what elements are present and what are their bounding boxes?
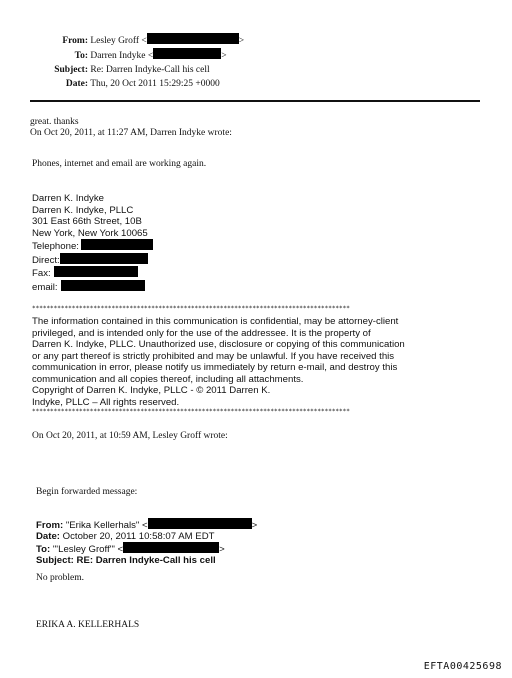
- redaction-box: [81, 239, 153, 250]
- fwd-subject-label: Subject:: [36, 555, 74, 566]
- subject-label: Subject:: [54, 65, 88, 75]
- header-divider: [30, 100, 480, 102]
- to-label: To:: [74, 51, 88, 61]
- reply-block: [30, 117, 232, 139]
- date-value: Thu, 20 Oct 2011 15:29:25 +0000: [90, 79, 220, 89]
- signature-address1: 301 East 66th Street, 10B: [32, 216, 142, 227]
- redaction-box: [54, 266, 138, 277]
- quoted-attribution: On Oct 20, 2011, at 10:59 AM, Lesley Groff wrote:: [32, 431, 228, 441]
- forwarded-header: [36, 518, 257, 566]
- telephone-label: Telephone:: [32, 241, 79, 252]
- fwd-to-close: >: [219, 544, 225, 555]
- email-header: [30, 33, 244, 91]
- from-value: Lesley Groff <: [90, 36, 147, 46]
- direct-label: Direct:: [32, 254, 60, 266]
- disclaimer-stars-bottom: ****************************************************************************************: [32, 408, 350, 415]
- disclaimer-line: or any part thereof is strictly prohibited and may be unlawful. If you have received this: [32, 350, 395, 362]
- forwarded-body: No problem.: [36, 573, 85, 583]
- forwarded-begin: Begin forwarded message:: [36, 487, 138, 497]
- forwarded-signature: ERIKA A. KELLERHALS: [36, 620, 140, 630]
- to-close: >: [221, 51, 227, 61]
- redaction-box: [148, 518, 252, 529]
- reply-attribution: On Oct 20, 2011, at 11:27 AM, Darren Indyke wrote:: [30, 128, 232, 138]
- signature-block: [32, 193, 153, 293]
- redaction-box: [147, 33, 239, 44]
- disclaimer-line: communication in error, please notify us immediately by return e-mail, and destroy this: [32, 362, 398, 373]
- email-label: email:: [32, 281, 58, 293]
- fax-label: Fax:: [32, 268, 51, 279]
- bates-number: EFTA00425698: [423, 661, 502, 672]
- disclaimer-line: Indyke, PLLC – All rights reserved.: [32, 396, 180, 408]
- disclaimer-line: The information contained in this communication is confidential, may be attorney-client: [32, 316, 399, 327]
- fwd-from-value: "Erika Kellerhals" <: [65, 520, 148, 531]
- redaction-box: [153, 48, 221, 59]
- redaction-box: [61, 280, 145, 291]
- fwd-from-label: From:: [36, 520, 64, 531]
- disclaimer-stars-top: ****************************************************************************************: [32, 305, 350, 312]
- redaction-box: [60, 253, 148, 264]
- fwd-date-label: Date:: [36, 531, 60, 542]
- disclaimer-line: privileged, and is intended only for the use of the addressee. It is the property of: [32, 327, 371, 339]
- disclaimer-text: [32, 316, 405, 408]
- disclaimer-line: communication and all copies thereof, including all attachments.: [32, 373, 304, 385]
- signature-name: Darren K. Indyke: [32, 193, 104, 204]
- signature-address2: New York, New York 10065: [32, 227, 148, 239]
- fwd-to-label: To:: [36, 544, 51, 555]
- from-label: From:: [62, 36, 88, 46]
- fwd-to-value: "'Lesley Groff'" <: [52, 544, 124, 555]
- fwd-from-close: >: [251, 520, 258, 531]
- disclaimer-line: Copyright of Darren K. Indyke, PLLC - © 2011 Darren K.: [32, 385, 271, 396]
- signature-firm: Darren K. Indyke, PLLC: [32, 204, 134, 216]
- fwd-date-value: October 20, 2011 10:58:07 AM EDT: [62, 531, 215, 542]
- to-value: Darren Indyke <: [90, 51, 154, 61]
- message-text: Phones, internet and email are working again.: [32, 159, 207, 169]
- redaction-box: [123, 542, 219, 553]
- disclaimer-line: Darren K. Indyke, PLLC. Unauthorized use, disclosure or copying of this communication: [32, 339, 405, 350]
- fwd-subject-value: RE: Darren Indyke-Call his cell: [76, 555, 216, 566]
- subject-value: Re: Darren Indyke-Call his cell: [90, 65, 210, 75]
- reply-text: great. thanks: [30, 117, 79, 127]
- from-close: >: [238, 36, 245, 46]
- date-label: Date:: [65, 79, 88, 89]
